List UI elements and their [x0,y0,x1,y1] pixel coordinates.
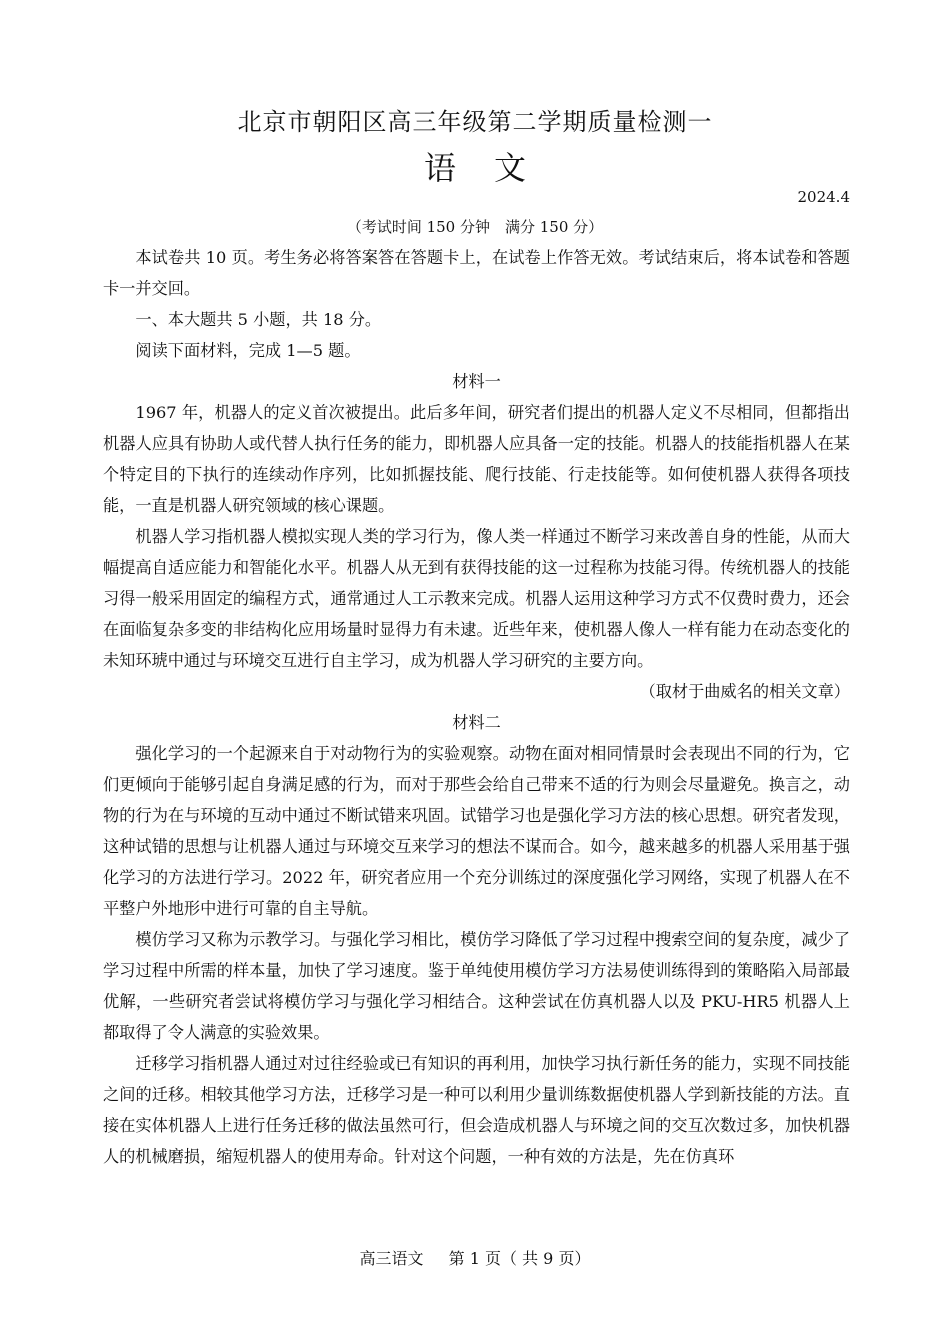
material-1-paragraph: 机器人学习指机器人模拟实现人类的学习行为，像人类一样通过不断学习来改善自身的性能，从而大幅提高自适应能力和智能化水平。机器人从无到有获得技能的这一过程称为技能习得。传统机器人的技能习得一般采用固定的编程方式，通常通过人工示教来完成。机器人运用这种学习方式不仅费时费力，还会在面临复杂多变的非结构化应用场量时显得力有未逮。近些年来，使机器人像人一样有能力在动态变化的未知环琥中通过与环境交互进行自主学习，成为机器人学习研究的主要方向。 [103,527,850,670]
reading-instruction: 阅读下面材料，完成 1—5 题。 [135,341,361,360]
page-footer [0,1246,950,1269]
material-2-paragraph: 迁移学习指机器人通过对过往经验或已有知识的再利用，加快学习执行新任务的能力，实现不同技能之间的迁移。相较其他学习方法，迁移学习是一种可以利用少量训练数据使机器人学到新技能的方法。直接在实体机器人上进行任务迁移的做法虽然可行，但会造成机器人与环境之间的交互次数过多，加快机器人的机械磨损，缩短机器人的使用寿命。针对这个问题，一种有效的方法是，先在仿真环 [103,1054,850,1166]
exam-notice: 本试卷共 10 页。考生务必将答案答在答题卡上，在试卷上作答无效。考试结束后，将本试卷和答题卡一并交回。 [103,248,850,298]
exam-body [103,242,850,1172]
material-2-heading: 材料二 [452,713,501,732]
exam-date: 2024.4 [797,188,850,206]
subject-heading: 语文 [423,149,564,187]
footer-subject: 高三语文 [359,1249,424,1268]
exam-title: 北京市朝阳区高三年级第二学期质量检测一 [237,108,713,136]
material-1-source: （取材于曲威名的相关文章） [639,682,850,701]
material-2-paragraph: 模仿学习又称为示教学习。与强化学习相比，模仿学习降低了学习过程中搜索空间的复杂度，减少了学习过程中所需的样本量，加快了学习速度。鉴于单纯使用模仿学习方法易使训练得到的策略陷入局部最优解，一些研究者尝试将模仿学习与强化学习相结合。这种尝试在仿真机器人以及 PKU-HR5 机器人上都取得了令人满意的实验效果。 [103,930,850,1042]
exam-time-info: （考试时间 150 分钟 满分 150 分） [346,218,604,236]
footer-page-number: 第 1 页（ 共 9 页） [448,1249,591,1268]
material-1-heading: 材料一 [452,372,501,391]
material-2-paragraph: 强化学习的一个起源来自于对动物行为的实验观察。动物在面对相同情景时会表现出不同的行为，它们更倾向于能够引起自身满足感的行为，而对于那些会给自己带来不适的行为则会尽量避免。换言之，动物的行为在与环境的互动中通过不断试错来巩固。试错学习也是强化学习方法的核心思想。研究者发现，这种试错的思想与让机器人通过与环境交互来学习的想法不谋而合。如今，越来越多的机器人采用基于强化学习的方法进行学习。2022 年，研究者应用一个充分训练过的深度强化学习网络，实现了机器人在不平整户外地形中进行可靠的自主导航。 [103,744,850,918]
section-heading: 一、本大题共 5 小题，共 18 分。 [135,310,382,329]
material-1-paragraph: 1967 年，机器人的定义首次被提出。此后多年间，研究者们提出的机器人定义不尽相同，但都指出机器人应具有协助人或代替人执行任务的能力，即机器人应具备一定的技能。机器人的技能指机器人在某个特定目的下执行的连续动作序列，比如抓握技能、爬行技能、行走技能等。如何使机器人获得各项技能，一直是机器人研究领域的核心课题。 [103,403,850,515]
